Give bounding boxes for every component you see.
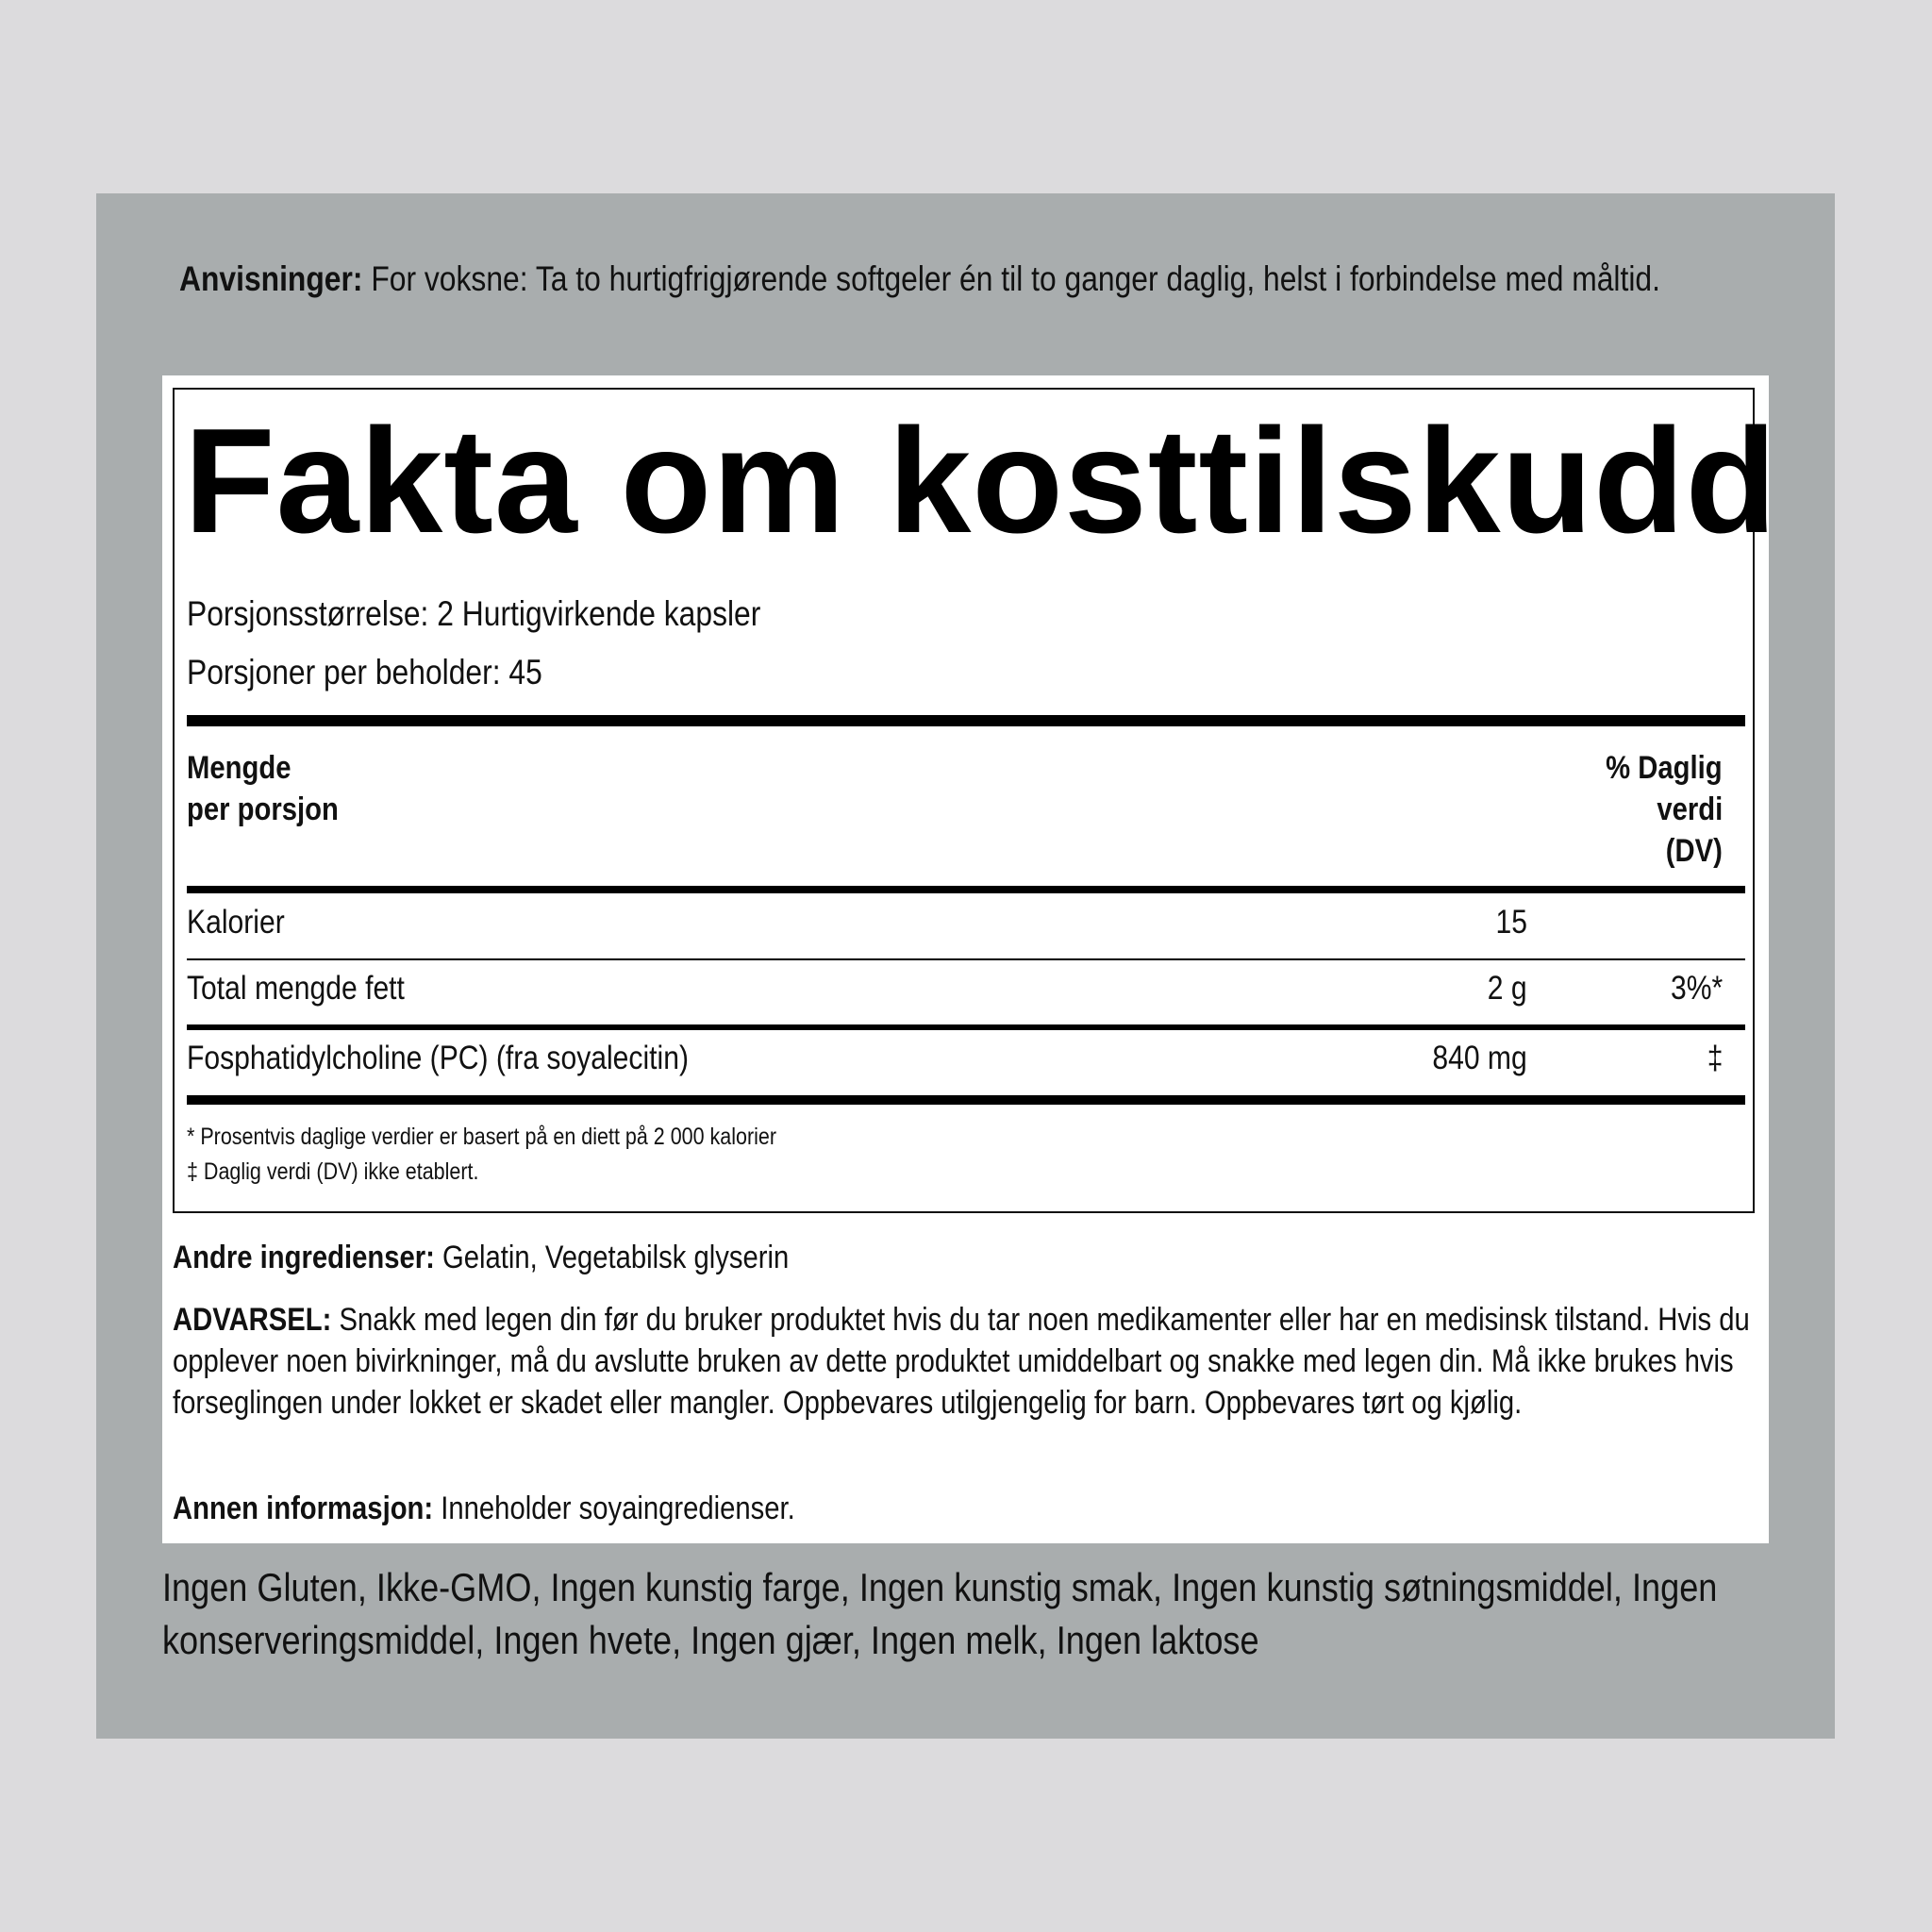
- thick-divider-bottom: [187, 1095, 1745, 1105]
- other-info-text: Inneholder soyaingredienser.: [433, 1491, 795, 1526]
- header-dv-1: % Daglig: [1606, 750, 1723, 786]
- row-name: Total mengde fett: [187, 970, 405, 1007]
- row-amount: 2 g: [1488, 970, 1527, 1007]
- free-from-claims: Ingen Gluten, Ikke-GMO, Ingen kunstig farge, Ingen kunstig smak, Ingen kunstig søtningsmiddel, Ingen konserveringsmiddel, Ingen hvete, Ingen gjær, Ingen melk, Ingen laktose: [162, 1565, 1718, 1662]
- row-dv: 3%*: [1670, 970, 1723, 1007]
- directions-label: Anvisninger:: [179, 259, 363, 298]
- row-amount: 840 mg: [1432, 1040, 1527, 1076]
- row-name: Kalorier: [187, 904, 285, 941]
- servings-per-container: Porsjoner per beholder: 45: [187, 653, 542, 691]
- header-dv-2: verdi: [1657, 791, 1723, 827]
- other-ingredients: [173, 1237, 1775, 1278]
- header-amount-2: per porsjon: [187, 791, 339, 827]
- row-name: Fosphatidylcholine (PC) (fra soyalecitin): [187, 1040, 689, 1076]
- header-amount-1: Mengde: [187, 750, 291, 786]
- thick-divider-top: [187, 715, 1745, 726]
- thin-divider: [187, 958, 1745, 960]
- facts-title: Fakta om kosttilskudd: [184, 398, 1778, 564]
- warning-text: Snakk med legen din før du bruker produktet hvis du tar noen medikamenter eller har en medisinsk tilstand. Hvis du opplever noen bivirkninger, må du avslutte bruken av dette produktet umiddelbart og snakke med legen din. Må ikke brukes hvis forseglingen under lokket er skadet eller mangler. Oppbevares utilgjengelig for barn. Oppbevares tørt og kjølig.: [173, 1302, 1750, 1421]
- warning: [173, 1299, 1775, 1424]
- other-ingredients-text: Gelatin, Vegetabilsk glyserin: [434, 1240, 790, 1275]
- footnote-dv-not-established: ‡ Daglig verdi (DV) ikke etablert.: [187, 1158, 479, 1185]
- row-amount: 15: [1495, 904, 1527, 941]
- medium-divider: [187, 1024, 1745, 1030]
- other-ingredients-label: Andre ingredienser:: [173, 1240, 435, 1275]
- other-info: [173, 1488, 1775, 1529]
- header-dv-3: (DV): [1665, 833, 1723, 869]
- warning-label: ADVARSEL:: [173, 1302, 332, 1338]
- footnote-daily-values: * Prosentvis daglige verdier er basert på en diett på 2 000 kalorier: [187, 1124, 777, 1150]
- other-info-label: Annen informasjon:: [173, 1491, 434, 1526]
- directions-text: [179, 255, 1745, 303]
- thick-divider-header: [187, 886, 1745, 893]
- row-dv: ‡: [1707, 1040, 1723, 1076]
- directions-body: For voksne: Ta to hurtigfrigjørende softgeler én til to ganger daglig, helst i forbindelse med måltid.: [362, 259, 1660, 298]
- serving-size: Porsjonsstørrelse: 2 Hurtigvirkende kapsler: [187, 594, 761, 633]
